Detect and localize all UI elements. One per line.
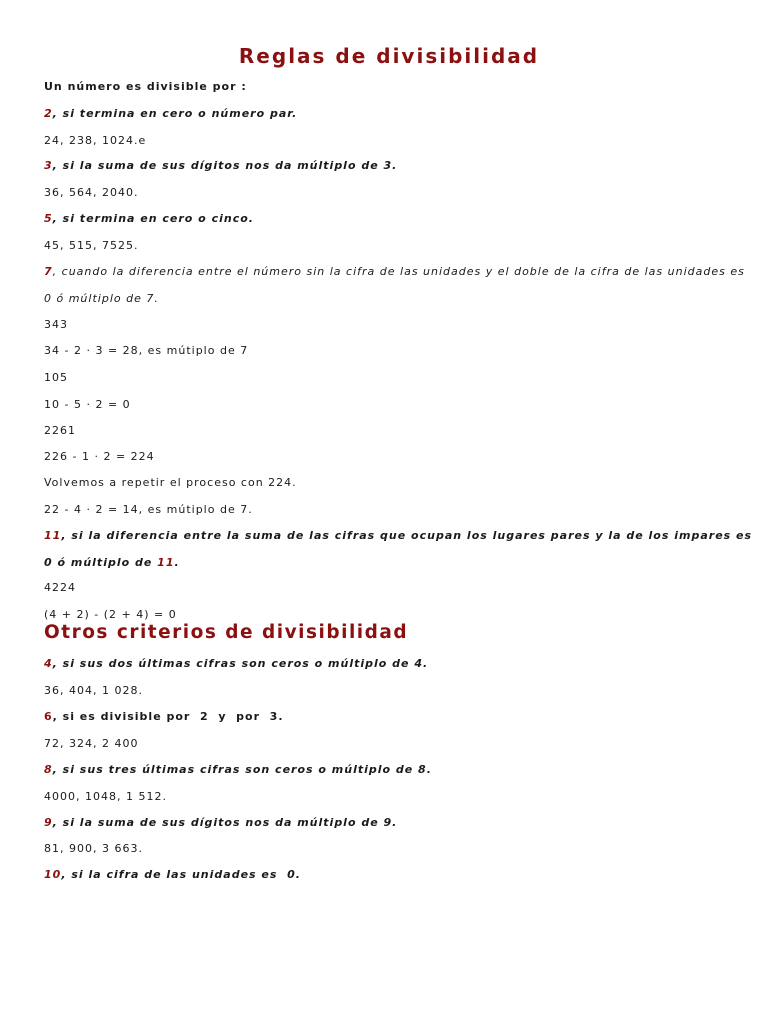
rule-7-example: Volvemos a repetir el proceso con 224. bbox=[44, 476, 297, 489]
rule-11-continued bbox=[44, 555, 180, 571]
rule-8-example: 4000, 1048, 1 512. bbox=[44, 790, 167, 803]
rule-3-example: 36, 564, 2040. bbox=[44, 186, 139, 199]
rule-text: , si sus dos últimas cifras son ceros o múltiplo de 4. bbox=[52, 657, 429, 670]
rule-3 bbox=[44, 158, 397, 174]
rule-7 bbox=[44, 264, 745, 280]
rule-7-example: 2261 bbox=[44, 424, 76, 437]
rule-number: 4 bbox=[44, 657, 53, 670]
rule-text: 0 ó múltiplo de bbox=[44, 556, 158, 569]
rule-9 bbox=[44, 815, 397, 831]
rule-text: , si la suma de sus dígitos nos da múltiplo de 3. bbox=[52, 159, 398, 172]
rule-7-example: 34 - 2 · 3 = 28, es mútiplo de 7 bbox=[44, 344, 249, 357]
rule-text: , si es divisible por 2 y por 3. bbox=[52, 710, 284, 723]
rule-number: 2 bbox=[44, 107, 53, 120]
rule-5-example: 45, 515, 7525. bbox=[44, 239, 139, 252]
rule-number: 5 bbox=[44, 212, 53, 225]
rule-text: . bbox=[174, 556, 180, 569]
rule-number: 6 bbox=[44, 710, 53, 723]
rule-11 bbox=[44, 528, 752, 544]
rule-11-example: 4224 bbox=[44, 581, 76, 594]
page-title: Reglas de divisibilidad bbox=[238, 44, 540, 68]
rule-text: , si la suma de sus dígitos nos da múltiplo de 9. bbox=[52, 816, 398, 829]
rule-number: 3 bbox=[44, 159, 53, 172]
rule-9-example: 81, 900, 3 663. bbox=[44, 842, 143, 855]
rule-text: , si la diferencia entre la suma de las cifras que ocupan los lugares pares y la de los impares es bbox=[61, 529, 753, 542]
rule-7-example: 105 bbox=[44, 371, 68, 384]
intro-text: Un número es divisible por : bbox=[44, 80, 247, 93]
rule-6-example: 72, 324, 2 400 bbox=[44, 737, 139, 750]
rule-text: , si la cifra de las unidades es 0. bbox=[61, 868, 301, 881]
rule-11-example: (4 + 2) - (2 + 4) = 0 bbox=[44, 608, 177, 621]
rule-number: 11 bbox=[44, 529, 62, 542]
rule-4-example: 36, 404, 1 028. bbox=[44, 684, 143, 697]
rule-10 bbox=[44, 867, 301, 883]
rule-2 bbox=[44, 106, 297, 122]
rule-8 bbox=[44, 762, 432, 778]
rule-5 bbox=[44, 211, 254, 227]
rule-7-example: 226 - 1 · 2 = 224 bbox=[44, 450, 155, 463]
rule-2-example: 24, 238, 1024.e bbox=[44, 134, 147, 147]
rule-text: , si termina en cero o cinco. bbox=[52, 212, 254, 225]
rule-number: 9 bbox=[44, 816, 53, 829]
rule-number: 10 bbox=[44, 868, 62, 881]
rule-text: , si termina en cero o número par. bbox=[52, 107, 298, 120]
rule-number: 11 bbox=[157, 556, 175, 569]
rule-7-continued: 0 ó múltiplo de 7. bbox=[44, 292, 159, 305]
rule-number: 7 bbox=[44, 265, 53, 278]
rule-7-example: 22 - 4 · 2 = 14, es mútiplo de 7. bbox=[44, 503, 253, 516]
rule-number: 8 bbox=[44, 763, 53, 776]
rule-7-example: 343 bbox=[44, 318, 68, 331]
rule-7-example: 10 - 5 · 2 = 0 bbox=[44, 398, 131, 411]
rule-4 bbox=[44, 656, 428, 672]
rule-6 bbox=[44, 709, 284, 725]
section-title: Otros criterios de divisibilidad bbox=[44, 622, 409, 643]
rule-text: , cuando la diferencia entre el número sin la cifra de las unidades y el doble de la cifra de las unidades es bbox=[52, 265, 745, 278]
rule-text: , si sus tres últimas cifras son ceros o múltiplo de 8. bbox=[52, 763, 432, 776]
